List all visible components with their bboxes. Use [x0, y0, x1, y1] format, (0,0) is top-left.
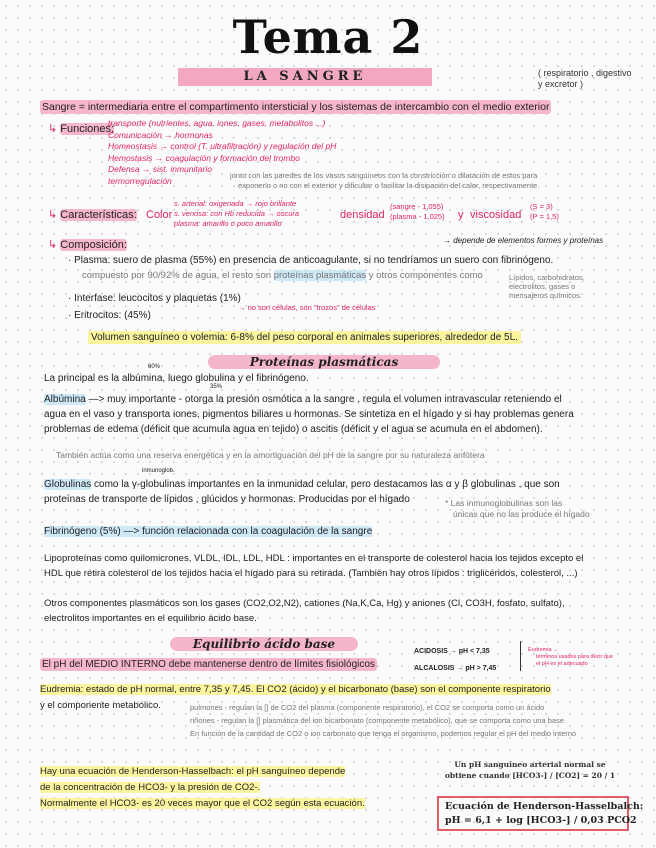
- equation-title: Ecuación de Henderson-Hasselbalch:: [445, 801, 644, 812]
- eritrocitos-text: Eritrocitos: (45%): [74, 310, 151, 321]
- page-title: Tema 2: [232, 10, 424, 64]
- bracket: [520, 641, 524, 671]
- hh-text: Normalmente el HCO3- es 20 veces mayor que el CO2 según esta ecuación.: [40, 798, 365, 809]
- equilibrio-section-title: Equilibrio ácido base: [170, 637, 358, 651]
- funcion-item: transporte (nutrientes, agua, iones, gases, metabolitos ...): [108, 118, 326, 128]
- viscosidad-label: viscosidad: [470, 209, 522, 221]
- inmunoglob-tag: inmunoglob.: [142, 468, 175, 474]
- viscosidad-note: (P = 1,5): [530, 212, 559, 221]
- plasma-line: · Plasma: suero de plasma (55%) en presencia de anticoagulante, si no tendríamos un suero con fibrinógeno.: [68, 255, 554, 266]
- termo-note: [230, 171, 539, 191]
- proteinas-intro: La principal es la albúmina, luego globulina y el fibrinógeno.: [44, 373, 309, 384]
- plasma-composition: [82, 270, 483, 281]
- color-note: s. venosa: con Hb reducida → oscura: [174, 209, 300, 218]
- arrow-icon: ↳: [48, 239, 58, 251]
- ph-line: [40, 659, 377, 670]
- definition-text: Sangre = intermediaria entre el compartimento intersticial y los sistemas de intercambio con el medio exterior: [42, 101, 550, 113]
- lipo-line: Lipoproteínas como quilomicrones, VLDL, IDL, LDL, HDL : importantes en el transporte de colesterol hacia los tejidos excepto el: [44, 553, 584, 564]
- normal-note-line: Un pH sanguíneo arterial normal se: [454, 760, 606, 769]
- ph-line-text: El pH del MEDIO INTERNO debe mantenerse dentro de límites fisiológicos: [42, 659, 375, 670]
- fibrinogeno-line: [44, 526, 372, 537]
- otros-line: electrolitos importantes en el equilibrio ácido base.: [44, 613, 257, 624]
- globulinas-label: Globulinas: [44, 479, 92, 490]
- globulinas-note: [445, 498, 590, 520]
- side-note: [509, 273, 585, 300]
- depende-note: → depende de elementos formes y proteínas: [443, 236, 604, 245]
- pct-globulina: 35%: [210, 384, 223, 390]
- rinones-note: riñones - regulan la [] plasmática del ion bicarbonato (componente metabólico), que se comporta como una base.: [190, 716, 567, 725]
- funcion-item: termorregulación: [108, 175, 172, 186]
- eudremia-text: Eudremia: estado de pH normal, entre 7,35 y 7,45. El CO2 (ácido) y el bicarbonato (base) son el componente respiratorio: [40, 684, 551, 695]
- densidad-notes: [390, 202, 445, 222]
- globulinas-note-line: * Las inmunoglobulinas son las: [445, 498, 563, 508]
- viscosidad-notes: [530, 202, 559, 222]
- arrow-icon: ↳: [48, 209, 58, 221]
- albumina-line: [44, 392, 574, 407]
- corner-note: ( respiratorio , digestivo y excretor ): [538, 68, 632, 89]
- side-note-line: mensajeros químicos.: [509, 291, 582, 300]
- eudremia-note-line: Eudremia →: [528, 647, 559, 653]
- definition-line: [40, 101, 551, 113]
- funcion-item: Defensa → sist. inmunitario: [108, 164, 212, 174]
- color-note: s. arterial: oxigenada → rojo brillante: [174, 199, 297, 208]
- albumina-text: —> muy importante - otorga la presión osmótica a la sangre , regula el volumen intravascular reteniendo el: [85, 394, 562, 405]
- eudremia-note-line: términos usados para decir que: [536, 654, 614, 660]
- pulmones-note: pulmones - regulan la [] de CO2 del plasma (componente respiratorio), el CO2 se comporta como un ácido: [190, 703, 545, 712]
- densidad-label: densidad: [340, 209, 385, 221]
- albumina-block: [44, 392, 574, 437]
- hh-text: de la concentración de HCO3- y la presión de CO2-.: [40, 782, 261, 793]
- albumina-note: También actúa como una reserva energética y en la amortiguación del pH de la sangre por su naturaleza anfótera: [56, 450, 485, 460]
- funcion-item: Comunicación → hormonas: [108, 129, 213, 140]
- acidosis-range: ACIDOSIS → pH < 7,35: [414, 648, 490, 655]
- alcalosis-range: ALCALOSIS → pH > 7,45: [414, 665, 497, 672]
- regulation-notes: [190, 701, 576, 740]
- normal-ph-note: [440, 759, 620, 781]
- funciones-label-text: Funciones:: [60, 123, 115, 135]
- color-label: Color: [146, 209, 173, 221]
- composicion-label: [48, 238, 127, 251]
- densidad-note: (plasma - 1,025): [390, 212, 445, 221]
- proteinas-section-title: Proteínas plasmáticas: [208, 355, 440, 369]
- globulinas-line: proteínas de transporte de lípidos , glúcidos y hormonas. Producidas por el hígado: [44, 494, 410, 505]
- caracteristicas-label-text: Características:: [60, 209, 137, 221]
- equation-formula: pH = 6,1 + log [HCO3-] / 0,03 PCO2: [445, 815, 637, 826]
- albumina-label: Albúmina: [44, 394, 86, 405]
- funciones-label: [48, 122, 114, 135]
- henderson-block: [40, 764, 365, 812]
- viscosidad-note: (S = 3): [530, 202, 553, 211]
- globulinas-text: como la γ-globulinas importantes en la inmunidad celular, pero destacamos las α y β globulinas , que son: [91, 479, 560, 490]
- funcion-item: Hemostasis → coagulación y formación del trombo: [108, 152, 300, 163]
- funcion-note: En función de la cantidad de CO2 o ion carbonato que tenga el organismo, podemos regular el pH del medio interno: [190, 729, 577, 738]
- page-subtitle: LA SANGRE: [178, 68, 432, 86]
- side-note-line: Lípidos, carbohidratos,: [509, 273, 585, 282]
- pct-albumina: 60%: [148, 364, 161, 370]
- otros-block: [44, 596, 565, 626]
- hh-line: [40, 764, 365, 780]
- color-note: plasma: amarillo o poco amarillo: [174, 219, 282, 228]
- volumen-line: [88, 332, 521, 343]
- termo-note-line: exponerlo o no con el exterior y dificultar o facilitar la disipación del calor, respectivamente.: [238, 181, 540, 190]
- normal-note-line: obtiene cuando [HCO3-] / [CO2] = 20 / 1: [444, 771, 616, 780]
- y-connector: y: [458, 209, 464, 221]
- color-notes: [174, 199, 299, 229]
- arrow-icon: ↳: [48, 123, 58, 135]
- globulinas-line: [44, 477, 560, 492]
- albumina-line: agua en el vaso y transporta iones, pigmentos biliares u hormonas. Se sintetiza en el hígado y si hay problemas genera: [44, 409, 574, 420]
- plasma-comp-c: y otros componentes como: [366, 270, 483, 281]
- albumina-line: problemas de edema (déficit que acumula agua en tejido) o ascitis (déficit y el agua se acumula en el abdomen).: [44, 424, 543, 435]
- eritrocitos-line: · Eritrocitos: (45%): [68, 310, 151, 321]
- termo-note-line: junto con las paredes de los vasos sanguíneos con la constricción o dilatación de estos para: [230, 171, 538, 180]
- plasma-line-text: Plasma: suero de plasma (55%) en presencia de anticoagulante, si no tendríamos un suero con fibrinógeno.: [74, 255, 554, 266]
- composicion-label-text: Composición:: [60, 239, 127, 251]
- hh-text: Hay una ecuación de Henderson-Hasselbach: el pH sanguíneo depende: [40, 766, 346, 777]
- eudremia-note-line: el pH es el adecuado: [536, 661, 588, 667]
- otros-line: Otros componentes plasmáticos son los gases (CO2,O2,N2), cationes (Na,K,Ca, Hg) y aniones (Cl, CO3H, fosfato, sulfato),: [44, 598, 565, 609]
- hh-line: [40, 796, 365, 812]
- fibrinogeno-text: Fibrinógeno (5%) —> función relacionada con la coagulación de la sangre: [44, 526, 373, 537]
- volumen-text: Volumen sanguíneo o volemia: 6-8% del peso corporal en animales superiores, alrededor de 5L.: [88, 331, 521, 344]
- eritro-note: → no son células, son "trozos" de células: [238, 303, 376, 312]
- globulinas-note-line: únicas que no las produce el hígado: [453, 509, 590, 519]
- eudremia-note: [528, 647, 613, 668]
- interfase-text: Interfase: leucocitos y plaquetas (1%): [74, 293, 241, 304]
- interfase-line: · Interfase: leucocitos y plaquetas (1%): [68, 293, 241, 304]
- eudremia-line: [40, 682, 551, 698]
- ph-ranges: [414, 643, 496, 677]
- funcion-item: Homeostasis → control (T. ultrafiltración) y regulación del pH: [108, 141, 337, 151]
- caracteristicas-label: [48, 208, 137, 221]
- eudremia-line: y el componente metabólico.: [40, 700, 161, 711]
- plasma-comp-a: compuesto por 90/92% de agua, el resto son: [82, 270, 274, 281]
- densidad-note: (sangre - 1,055): [390, 202, 444, 211]
- side-note-line: electrolitos, gases o: [509, 282, 576, 291]
- lipoproteinas-block: [44, 551, 583, 581]
- lipo-line: HDL que retira colesterol de los tejidos hacia el hígado para su retirada. (También hay otros lípidos : triglicéridos, colesterol, ...): [44, 568, 578, 579]
- henderson-equation-box: [437, 796, 644, 831]
- plasma-comp-highlight: proteínas plasmáticas: [273, 270, 367, 281]
- hh-line: [40, 780, 365, 796]
